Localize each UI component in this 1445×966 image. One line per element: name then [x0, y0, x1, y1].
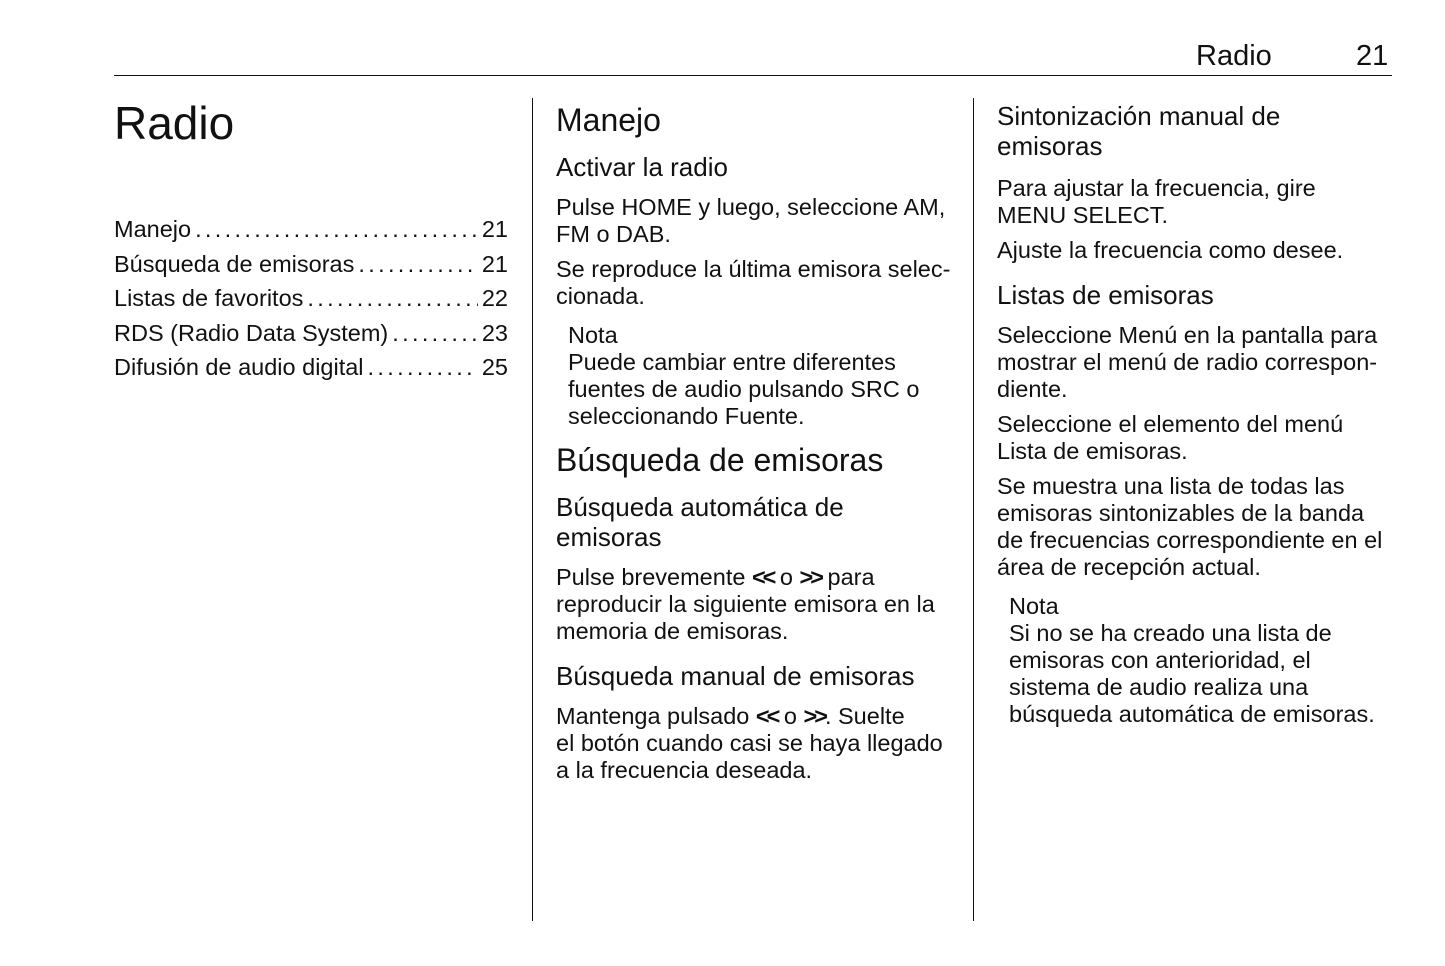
paragraph: [997, 237, 1397, 264]
heading-line: emisoras: [556, 522, 662, 552]
paragraph: [997, 322, 1397, 403]
table-of-contents: [114, 212, 508, 385]
text-run: o: [777, 703, 804, 729]
toc-leader-dots: [195, 212, 478, 247]
toc-entry-page: 21: [481, 250, 508, 277]
text-line: fuentes de audio pulsando SRC o: [568, 376, 920, 402]
subheading-listas-emisoras: Listas de emisoras: [997, 280, 1214, 310]
note-title: Nota: [1009, 593, 1059, 619]
text-line: sistema de audio realiza una: [1009, 674, 1309, 700]
text-line: cionada.: [556, 283, 645, 309]
toc-entry-page: 21: [481, 216, 508, 242]
text-line: [556, 703, 956, 730]
paragraph: [556, 703, 956, 784]
text-line: MENU SELECT.: [997, 202, 1169, 228]
section-heading-busqueda: Búsqueda de emisoras: [556, 442, 884, 478]
subheading-busqueda-automatica: [556, 492, 956, 552]
text-run: Mantenga pulsado: [556, 703, 756, 729]
text-line: Lista de emisoras.: [997, 438, 1188, 464]
paragraph: [997, 175, 1397, 229]
toc-entry-label: Búsqueda de emisoras: [114, 250, 355, 277]
paragraph: [997, 473, 1397, 581]
text-line: memoria de emisoras.: [556, 618, 789, 644]
text-line: emisoras sintonizables de la banda: [997, 500, 1365, 526]
text-line: [556, 564, 956, 591]
text-line: Para ajustar la frecuencia, gire: [997, 175, 1316, 201]
toc-entry[interactable]: [114, 316, 508, 351]
text-line: Se reproduce la última emisora selec‐: [556, 256, 951, 282]
toc-entry-page: 25: [481, 354, 508, 380]
toc-entry-label: Listas de favoritos: [114, 285, 304, 311]
text-line: búsqueda automática de emisoras.: [1009, 701, 1375, 727]
seek-back-icon: <<: [751, 564, 774, 590]
section-heading-manejo: Manejo: [556, 102, 661, 138]
subheading-busqueda-manual: Búsqueda manual de emisoras: [556, 661, 915, 691]
text-line: a la frecuencia deseada.: [556, 757, 813, 783]
chapter-title: Radio: [114, 97, 235, 149]
subheading-activar-radio: Activar la radio: [556, 152, 728, 182]
toc-entry[interactable]: [114, 212, 508, 247]
header-rule: [114, 75, 1392, 76]
text-run: para: [821, 564, 875, 590]
text-line: Puede cambiar entre diferentes: [568, 349, 896, 375]
paragraph: [556, 564, 956, 645]
note-title: Nota: [568, 322, 618, 348]
paragraph: [556, 256, 956, 310]
column-divider-right: [973, 98, 974, 921]
text-line: diente.: [997, 376, 1068, 402]
toc-entry-label: Manejo: [114, 216, 192, 242]
text-run: Pulse brevemente: [556, 564, 752, 590]
heading-line: Sintonización manual de: [997, 101, 1281, 131]
text-line: mostrar el menú de radio correspon‐: [997, 349, 1378, 375]
running-header-title: Radio: [1196, 40, 1272, 72]
subheading-sintonizacion-manual: [997, 101, 1397, 161]
text-line: área de recepción actual.: [997, 554, 1261, 580]
toc-entry[interactable]: [114, 350, 508, 385]
note-box: [556, 322, 956, 430]
text-line: de frecuencias correspondiente en el: [997, 527, 1383, 553]
text-line: Seleccione Menú en la pantalla para: [997, 322, 1378, 348]
toc-leader-dots: [307, 281, 477, 316]
toc-entry-label: Difusión de audio digital: [114, 354, 364, 380]
seek-back-icon: <<: [755, 703, 778, 729]
toc-entry[interactable]: [114, 281, 508, 316]
toc-entry-label: RDS (Radio Data System): [114, 319, 389, 346]
text-line: reproducir la siguiente emisora en la: [556, 591, 935, 617]
toc-entry[interactable]: [114, 247, 508, 282]
text-line: el botón cuando casi se haya llegado: [556, 730, 943, 756]
text-line: Se muestra una lista de todas las: [997, 473, 1345, 499]
toc-leader-dots: [392, 316, 478, 351]
column-right: [997, 98, 1397, 728]
text-line: seleccionando Fuente.: [568, 403, 805, 429]
heading-line: emisoras: [997, 131, 1103, 161]
toc-leader-dots: [358, 247, 477, 282]
toc-leader-dots: [368, 350, 478, 385]
seek-forward-icon: >>: [803, 703, 825, 729]
page-number: 21: [1356, 40, 1389, 72]
column-divider-left: [532, 98, 533, 921]
paragraph: [997, 411, 1397, 465]
note-box: [997, 593, 1397, 728]
text-line: Seleccione el elemento del menú: [997, 411, 1344, 437]
text-run: . Suelte: [824, 703, 905, 729]
text-line: FM o DAB.: [556, 221, 671, 247]
text-line: Ajuste la frecuencia como desee.: [997, 237, 1344, 263]
text-run: o: [773, 564, 800, 590]
text-line: Si no se ha creado una lista de: [1009, 620, 1332, 646]
heading-line: Búsqueda automática de: [556, 492, 844, 522]
text-line: emisoras con anterioridad, el: [1009, 647, 1311, 673]
paragraph: [556, 194, 956, 248]
toc-entry-page: 23: [481, 319, 508, 346]
seek-forward-icon: >>: [799, 564, 821, 590]
toc-entry-page: 22: [481, 285, 508, 311]
column-middle: [556, 98, 956, 784]
text-line: Pulse HOME y luego, seleccione AM,: [556, 194, 946, 220]
